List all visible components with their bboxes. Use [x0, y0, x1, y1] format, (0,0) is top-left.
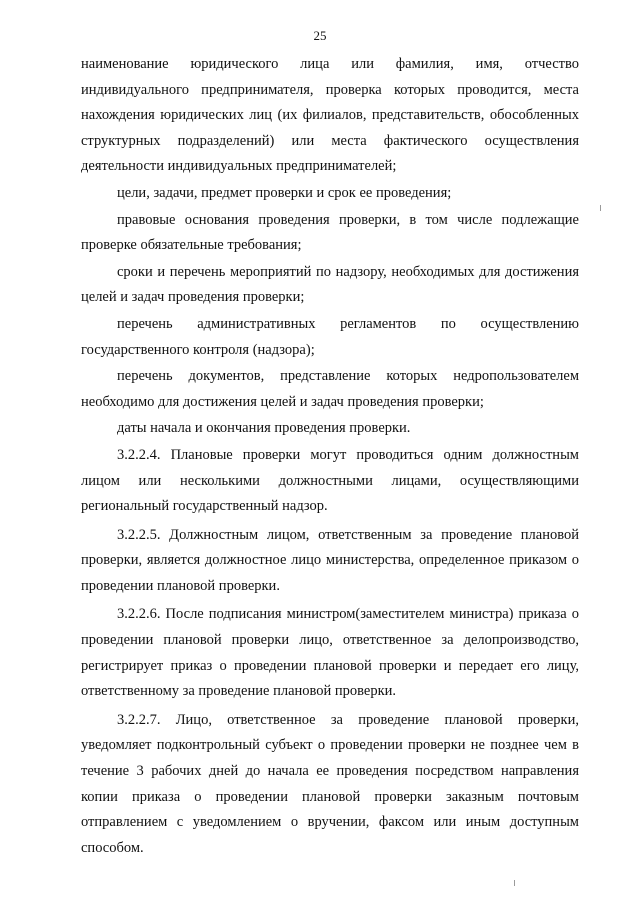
- paragraph-dates: даты начала и окончания проведения проверки.: [117, 420, 411, 437]
- paragraph-3-2-2-5: 3.2.2.5. Должностным лицом, ответственным за проведение плановой проверки, является должностное лицо министерства, определенное приказом о проведении плановой проверки.: [81, 526, 579, 594]
- paragraph-inspection-subject-info: наименование юридического лица или фамилия, имя, отчество индивидуального предпринимателя, проверка которых проводится, места нахождения юридических лиц (их филиалов, представительств, обособленных структурных подразделений) или места фактического осуществления деятельности индивидуальных предпринимателей;: [81, 56, 579, 175]
- scan-speck: [600, 205, 601, 211]
- paragraph-3-2-2-7: 3.2.2.7. Лицо, ответственное за проведение плановой проверки, уведомляет подконтрольный субъект о проведении проверки не позднее чем в течение 3 рабочих дней до начала ее проведения посредством направления копии приказа о проведении плановой проверки заказным почтовым отправлением с уведомлением о вручении, факсом или иным доступным способом.: [81, 711, 579, 856]
- paragraph-regulations-list: перечень административных регламентов по осуществлению государственного контроля (надзора);: [81, 315, 579, 358]
- scan-speck: [514, 880, 515, 886]
- paragraph-3-2-2-4: 3.2.2.4. Плановые проверки могут проводиться одним должностным лицом или несколькими должностными лицами, осуществляющими региональный государственный надзор.: [81, 446, 579, 515]
- paragraph-legal-grounds: правовые основания проведения проверки, в том числе подлежащие проверке обязательные требования;: [81, 211, 579, 254]
- document-body: [81, 52, 579, 861]
- paragraph-documents-list: перечень документов, представление которых недропользователем необходимо для достижения целей и задач проведения проверки;: [81, 368, 579, 410]
- page-number: 25: [313, 28, 327, 43]
- paragraph-goals-tasks: цели, задачи, предмет проверки и срок ее проведения;: [117, 184, 452, 201]
- paragraph-terms-measures: сроки и перечень мероприятий по надзору, необходимых для достижения целей и задач проведения проверки;: [81, 263, 579, 306]
- paragraph-3-2-2-6: 3.2.2.6. После подписания министром(заместителем министра) приказа о проведении плановой проверки лицо, ответственное за делопроизводство, регистрирует приказ о проведении плановой проверки и передает его лицу, ответственному за проведение плановой проверки.: [81, 606, 579, 700]
